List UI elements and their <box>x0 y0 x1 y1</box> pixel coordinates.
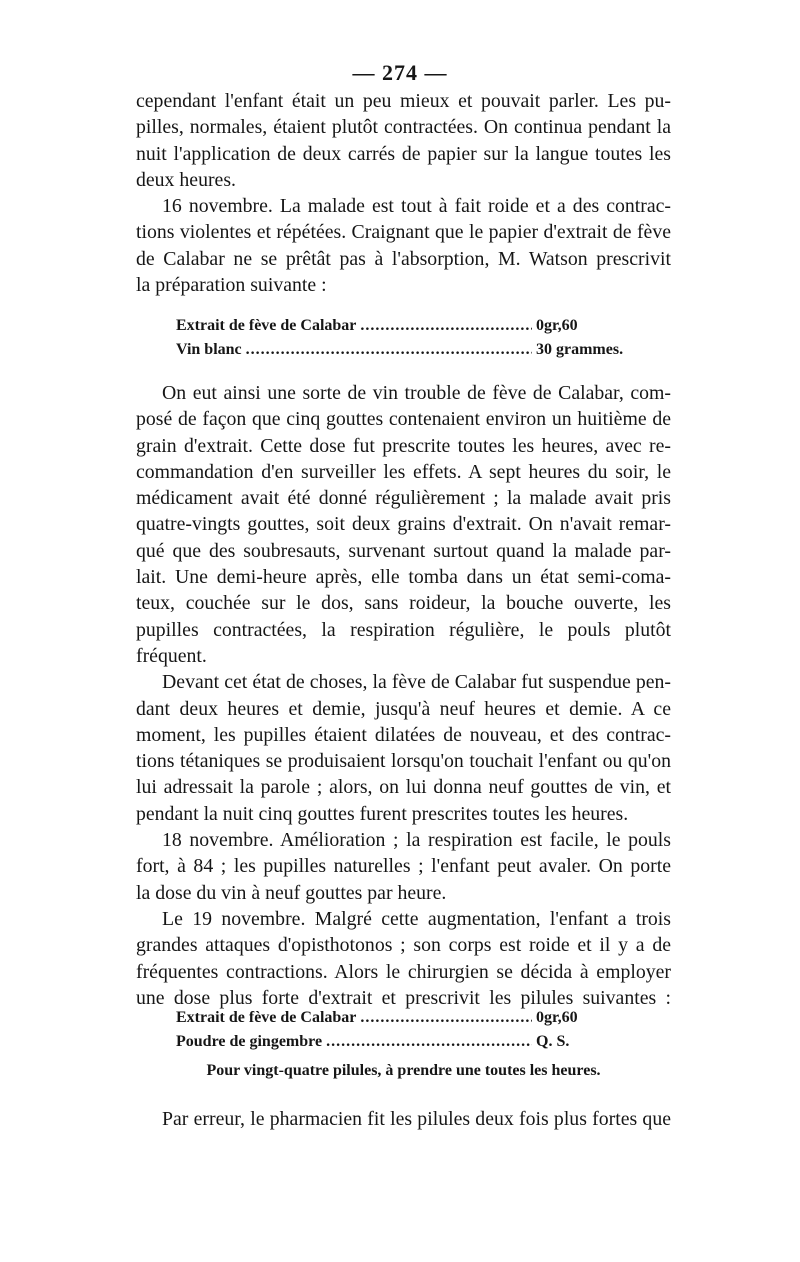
prescription-row <box>176 338 636 362</box>
paragraph-block-3 <box>136 1106 671 1132</box>
text-line: pendant la nuit cinq gouttes furent prescrites toutes les heures. <box>136 802 629 825</box>
page-number: — 274 — <box>352 60 448 85</box>
text-line: qué que des soubresauts, survenant surtout quand la malade par- <box>136 539 671 562</box>
text-line: une dose plus forte d'extrait et prescrivit les pilules suivantes : <box>136 986 671 1009</box>
text-line: moment, les pupilles étaient dilatées de nouveau, et des contrac- <box>136 723 671 746</box>
text-line: tions tétaniques se produisaient lorsqu'on touchait l'enfant ou qu'on <box>136 750 671 773</box>
ingredient-name: Extrait de fève de Calabar <box>176 317 357 334</box>
ingredient-name: Extrait de fève de Calabar <box>176 1009 357 1026</box>
text-line: 16 novembre. La malade est tout à fait roide et a des contrac- <box>162 195 671 218</box>
text-line: teux, couchée sur le dos, sans roideur, la bouche ouverte, les <box>136 592 671 615</box>
text-line: On eut ainsi une sorte de vin trouble de fève de Calabar, com- <box>162 382 671 404</box>
text-line: dant deux heures et demie, jusqu'à neuf heures et demie. A ce <box>136 697 671 720</box>
text-line: lui adressait la parole ; alors, on lui donna neuf gouttes de vin, et <box>136 776 671 799</box>
ingredient-name: Vin blanc <box>176 341 242 358</box>
text-line: grain d'extrait. Cette dose fut prescrite toutes les heures, avec re- <box>136 434 671 457</box>
text-line: Le 19 novembre. Malgré cette augmentation, l'enfant a trois <box>162 907 671 930</box>
paragraph-block-1 <box>136 88 671 298</box>
text-line: pupilles contractées, la respiration régulière, le pouls plutôt <box>136 618 671 641</box>
text-line: posé de façon que cinq gouttes contenaient environ un huitième de <box>136 408 671 431</box>
text-line: Devant cet état de choses, la fève de Calabar fut suspendue pen- <box>162 671 671 694</box>
text-line: fréquent. <box>136 644 207 667</box>
text-line: quatre-vingts gouttes, soit deux grains d'extrait. On n'avait remar- <box>136 513 671 536</box>
ingredient-quantity: 0gr,60 <box>536 317 578 334</box>
prescription-1 <box>176 314 636 362</box>
text-line: grandes attaques d'opisthotonos ; son corps est roide et il y a de <box>136 934 671 957</box>
ingredient-name: Poudre de gingembre <box>176 1033 323 1050</box>
prescription-2 <box>176 1006 636 1054</box>
leader-dots <box>360 314 532 338</box>
leader-dots <box>326 1030 532 1054</box>
text-line: Par erreur, le pharmacien fit les pilules deux fois plus fortes que <box>162 1108 671 1130</box>
text-line: fréquentes contractions. Alors le chirurgien se décida à employer <box>136 960 671 983</box>
text-line: lait. Une demi-heure après, elle tomba dans un état semi-coma- <box>136 566 671 589</box>
text-line: nuit l'application de deux carrés de papier sur la langue toutes les <box>136 142 671 165</box>
text-line: la dose du vin à neuf gouttes par heure. <box>136 881 447 904</box>
text-line: tions violentes et répétées. Craignant que le papier d'extrait de fève <box>136 221 671 244</box>
text-line: la préparation suivante : <box>136 274 327 297</box>
paragraph-block-2 <box>136 380 671 1011</box>
leader-dots <box>360 1006 532 1030</box>
text-line: de Calabar ne se prêtât pas à l'absorption, M. Watson prescrivit <box>136 247 671 270</box>
ingredient-quantity: Q. S. <box>536 1033 570 1050</box>
prescription-row <box>176 314 636 338</box>
prescription-row <box>176 1006 636 1030</box>
prescription-row <box>176 1030 636 1054</box>
text-line: cependant l'enfant était un peu mieux et pouvait parler. Les pu- <box>136 90 671 112</box>
text-line: commandation d'en surveiller les effets. A sept heures du soir, le <box>136 460 671 483</box>
text-line: 18 novembre. Amélioration ; la respiration est facile, le pouls <box>162 829 671 852</box>
text-line: deux heures. <box>136 168 236 191</box>
leader-dots <box>246 338 532 362</box>
ingredient-quantity: 30 grammes. <box>536 341 624 358</box>
ingredient-quantity: 0gr,60 <box>536 1009 578 1026</box>
prescription-caption: Pour vingt-quatre pilules, à prendre une toutes les heures. <box>206 1062 601 1079</box>
text-line: médicament avait été donné régulièrement ; la malade avait pris <box>136 487 671 510</box>
text-line: fort, à 84 ; les pupilles naturelles ; l'enfant peut avaler. On porte <box>136 855 671 878</box>
text-line: pilles, normales, étaient plutôt contractées. On continua pendant la <box>136 116 671 139</box>
